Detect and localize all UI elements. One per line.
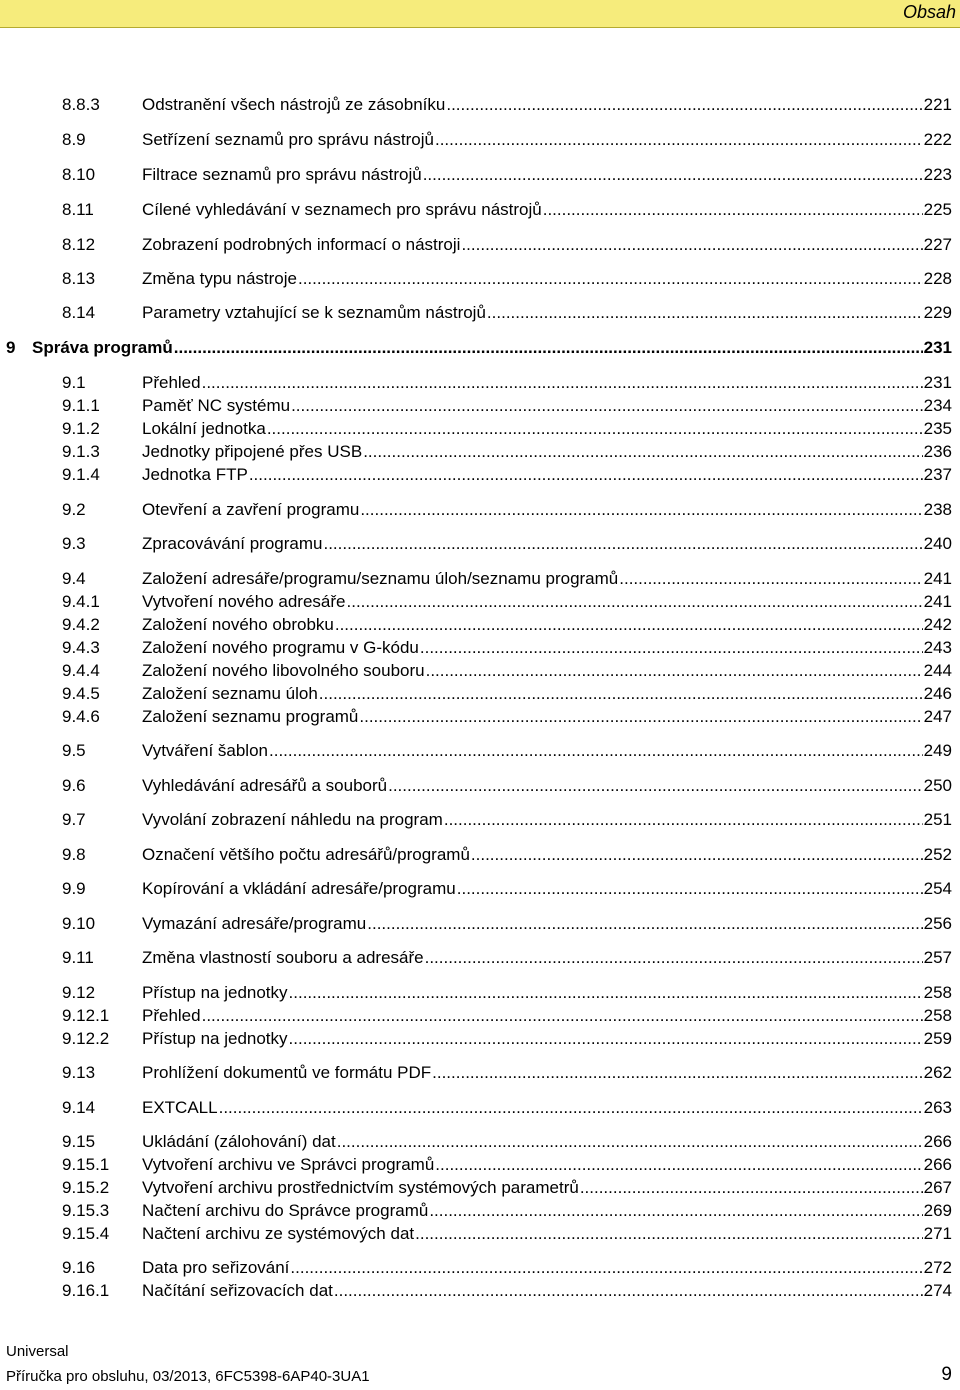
toc-entry-line xyxy=(142,1096,952,1120)
toc-entry-line xyxy=(142,267,952,291)
toc-entry-line xyxy=(142,1256,952,1280)
toc-entry-line xyxy=(142,498,952,522)
toc-entry[interactable] xyxy=(0,532,960,556)
toc-entry-page: 242 xyxy=(923,615,952,634)
toc-entry-page: 272 xyxy=(923,1258,952,1277)
toc-entry-title: Přístup na jednotky xyxy=(142,1029,288,1048)
toc-entry-number: 9.4.2 xyxy=(62,615,100,634)
toc-entry-line xyxy=(142,394,952,418)
dot-leader xyxy=(415,1222,923,1246)
toc-entry-title: Vyvolání zobrazení náhledu na program xyxy=(142,810,443,829)
toc-entry-page: 221 xyxy=(923,95,952,114)
toc-entry-title: Přehled xyxy=(142,1006,201,1025)
toc-entry-line xyxy=(142,93,952,117)
toc-entry-title: Přístup na jednotky xyxy=(142,983,288,1002)
toc-entry-page: 241 xyxy=(923,592,952,611)
toc-entry-number: 9.13 xyxy=(62,1063,96,1082)
toc-entry-title: Parametry vztahující se k seznamům nástrojů xyxy=(142,303,486,322)
dot-leader xyxy=(289,981,923,1005)
toc-entry-title: Správa programů xyxy=(32,338,173,357)
toc-entry-title: Založení nového programu v G-kódu xyxy=(142,638,419,657)
toc-entry[interactable] xyxy=(0,163,960,187)
toc-entry-line xyxy=(142,1153,952,1177)
dot-leader xyxy=(337,1130,923,1154)
toc-entry-number: 8.13 xyxy=(62,269,96,288)
dot-leader xyxy=(457,877,923,901)
toc-entry-page: 237 xyxy=(923,465,952,484)
toc-entry-line xyxy=(142,808,952,832)
dot-leader xyxy=(174,336,923,360)
toc-entry-line xyxy=(32,336,952,360)
dot-leader xyxy=(323,532,922,556)
toc-entry[interactable] xyxy=(0,705,960,729)
toc-chapter-entry[interactable] xyxy=(0,336,960,360)
toc-entry-number: 9.16 xyxy=(62,1258,96,1277)
toc-entry-page: 238 xyxy=(923,500,952,519)
toc-entry-title: Odstranění všech nástrojů ze zásobníku xyxy=(142,95,446,114)
toc-entry-number: 9.1.1 xyxy=(62,396,100,415)
toc-entry-number: 9.3 xyxy=(62,534,86,553)
toc-entry-line xyxy=(142,981,952,1005)
toc-entry-number: 9.11 xyxy=(62,948,94,967)
toc-entry[interactable] xyxy=(0,682,960,706)
toc-entry-title: Cílené vyhledávání v seznamech pro správu nástrojů xyxy=(142,200,542,219)
toc-entry-page: 228 xyxy=(923,269,952,288)
dot-leader xyxy=(367,912,922,936)
toc-entry-line xyxy=(142,946,952,970)
footer-document-info: Příručka pro obsluhu, 03/2013, 6FC5398-6AP40-3UA1 xyxy=(6,1368,370,1385)
toc-entry-page: 235 xyxy=(923,419,952,438)
toc-entry[interactable] xyxy=(0,981,960,1005)
toc-entry-number: 9.9 xyxy=(62,879,86,898)
toc-entry[interactable] xyxy=(0,774,960,798)
toc-entry-title: Načítání seřizovacích dat xyxy=(142,1281,333,1300)
toc-entry-line xyxy=(142,440,952,464)
toc-entry[interactable] xyxy=(0,463,960,487)
dot-leader xyxy=(420,636,923,660)
toc-entry-number: 9.14 xyxy=(62,1098,96,1117)
toc-entry-page: 258 xyxy=(923,983,952,1002)
toc-entry[interactable] xyxy=(0,1004,960,1028)
toc-entry-line xyxy=(142,567,952,591)
toc-entry-line xyxy=(142,1027,952,1051)
toc-entry-number: 9.5 xyxy=(62,741,86,760)
toc-entry[interactable] xyxy=(0,1061,960,1085)
toc-entry-number: 8.10 xyxy=(62,165,96,184)
toc-entry-number: 9.1 xyxy=(62,373,86,392)
toc-entry-title: Lokální jednotka xyxy=(142,419,266,438)
toc-entry-number: 9.4.5 xyxy=(62,684,100,703)
toc-entry-page: 229 xyxy=(923,303,952,322)
toc-entry-page: 259 xyxy=(923,1029,952,1048)
toc-entry-page: 274 xyxy=(923,1281,952,1300)
dot-leader xyxy=(363,440,922,464)
toc-entry[interactable] xyxy=(0,1256,960,1280)
toc-entry-title: EXTCALL xyxy=(142,1098,218,1117)
toc-entry-line xyxy=(142,301,952,325)
toc-entry[interactable] xyxy=(0,843,960,867)
dot-leader xyxy=(543,198,923,222)
dot-leader xyxy=(444,808,923,832)
toc-entry-number: 9.4.3 xyxy=(62,638,100,657)
toc-entry-number: 8.12 xyxy=(62,235,96,254)
toc-entry-page: 249 xyxy=(923,741,952,760)
toc-entry-number: 9.4.4 xyxy=(62,661,100,680)
toc-entry[interactable] xyxy=(0,946,960,970)
toc-entry[interactable] xyxy=(0,1027,960,1051)
toc-entry-line xyxy=(142,774,952,798)
toc-entry-page: 263 xyxy=(923,1098,952,1117)
toc-entry[interactable] xyxy=(0,498,960,522)
toc-entry-title: Filtrace seznamů pro správu nástrojů xyxy=(142,165,422,184)
toc-entry-line xyxy=(142,128,952,152)
toc-entry-number: 9.4 xyxy=(62,569,86,588)
toc-entry[interactable] xyxy=(0,1176,960,1200)
toc-entry-title: Zobrazení podrobných informací o nástroji xyxy=(142,235,461,254)
toc-entry-page: 247 xyxy=(923,707,952,726)
header-title: Obsah xyxy=(902,2,956,22)
dot-leader xyxy=(435,128,923,152)
dot-leader xyxy=(298,267,923,291)
toc-entry-line xyxy=(142,1279,952,1303)
toc-entry[interactable] xyxy=(0,1279,960,1303)
toc-entry-number: 8.14 xyxy=(62,303,96,322)
toc-entry[interactable] xyxy=(0,636,960,660)
toc-entry-line xyxy=(142,877,952,901)
toc-entry-line xyxy=(142,1061,952,1085)
toc-entry-page: 257 xyxy=(923,948,952,967)
toc-entry-line xyxy=(142,1176,952,1200)
toc-entry-line xyxy=(142,739,952,763)
dot-leader xyxy=(290,1256,922,1280)
toc-entry[interactable] xyxy=(0,198,960,222)
toc-entry-page: 243 xyxy=(923,638,952,657)
toc-entry[interactable] xyxy=(0,567,960,591)
toc-entry[interactable] xyxy=(0,128,960,152)
dot-leader xyxy=(334,1279,923,1303)
toc-entry-title: Paměť NC systému xyxy=(142,396,291,415)
toc-entry-number: 9.16.1 xyxy=(62,1281,110,1300)
toc-entry[interactable] xyxy=(0,808,960,832)
dot-leader xyxy=(335,613,923,637)
toc-entry-page: 227 xyxy=(923,235,952,254)
toc-entry-title: Kopírování a vkládání adresáře/programu xyxy=(142,879,456,898)
toc-entry-number: 9.8 xyxy=(62,845,86,864)
toc-entry-number: 9.15.1 xyxy=(62,1155,110,1174)
toc-entry-title: Vyhledávání adresářů a souborů xyxy=(142,776,388,795)
toc-entry-title: Načtení archivu ze systémových dat xyxy=(142,1224,415,1243)
toc-entry[interactable] xyxy=(0,1096,960,1120)
toc-entry-title: Jednotka FTP xyxy=(142,465,248,484)
dot-leader xyxy=(619,567,922,591)
toc-entry-line xyxy=(142,417,952,441)
dot-leader xyxy=(426,659,923,683)
dot-leader xyxy=(202,1004,923,1028)
toc-entry-number: 9.10 xyxy=(62,914,96,933)
toc-entry[interactable] xyxy=(0,233,960,257)
dot-leader xyxy=(429,1199,922,1223)
toc-entry-title: Vytvoření nového adresáře xyxy=(142,592,346,611)
toc-entry-title: Setřízení seznamů pro správu nástrojů xyxy=(142,130,434,149)
toc-entry-number: 9 xyxy=(6,338,16,357)
toc-entry-title: Přehled xyxy=(142,373,201,392)
toc-entry-title: Ukládání (zálohování) dat xyxy=(142,1132,336,1151)
toc-entry-number: 9.1.4 xyxy=(62,465,100,484)
toc-entry[interactable] xyxy=(0,1153,960,1177)
toc-entry-page: 262 xyxy=(923,1063,952,1082)
footer-label: Universal xyxy=(6,1343,69,1360)
footer-page-number: 9 xyxy=(941,1364,952,1385)
toc-entry-page: 271 xyxy=(923,1224,952,1243)
toc-entry-title: Zpracovávání programu xyxy=(142,534,323,553)
toc-entry-title: Otevření a zavření programu xyxy=(142,500,360,519)
dot-leader xyxy=(249,463,923,487)
dot-leader xyxy=(219,1096,923,1120)
toc-entry-title: Prohlížení dokumentů ve formátu PDF xyxy=(142,1063,432,1082)
toc-entry-line xyxy=(142,371,952,395)
dot-leader xyxy=(446,93,922,117)
toc-entry-line xyxy=(142,1004,952,1028)
toc-entry-number: 9.12 xyxy=(62,983,96,1002)
toc-entry[interactable] xyxy=(0,739,960,763)
toc-entry-line xyxy=(142,532,952,556)
toc-entry-page: 258 xyxy=(923,1006,952,1025)
dot-leader xyxy=(580,1176,923,1200)
toc-entry[interactable] xyxy=(0,267,960,291)
toc-entry-page: 256 xyxy=(923,914,952,933)
toc-entry-line xyxy=(142,1199,952,1223)
toc-entry-title: Založení seznamu úloh xyxy=(142,684,318,703)
toc-entry-page: 266 xyxy=(923,1132,952,1151)
toc-entry-page: 269 xyxy=(923,1201,952,1220)
toc-entry-page: 244 xyxy=(923,661,952,680)
toc-entry-title: Jednotky připojené přes USB xyxy=(142,442,363,461)
toc-entry-page: 234 xyxy=(923,396,952,415)
toc-entry-title: Vymazání adresáře/programu xyxy=(142,914,367,933)
dot-leader xyxy=(432,1061,922,1085)
toc-entry[interactable] xyxy=(0,301,960,325)
dot-leader xyxy=(289,1027,923,1051)
toc-entry-page: 252 xyxy=(923,845,952,864)
toc-entry[interactable] xyxy=(0,440,960,464)
toc-entry-page: 254 xyxy=(923,879,952,898)
toc-entry-page: 231 xyxy=(923,338,952,357)
toc-entry[interactable] xyxy=(0,659,960,683)
dot-leader xyxy=(423,163,923,187)
toc-entry-page: 266 xyxy=(923,1155,952,1174)
toc-entry-line xyxy=(142,233,952,257)
toc-entry-title: Vytvoření archivu prostřednictvím systémových parametrů xyxy=(142,1178,579,1197)
toc-entry[interactable] xyxy=(0,394,960,418)
toc-entry[interactable] xyxy=(0,877,960,901)
toc-entry-line xyxy=(142,590,952,614)
toc-entry-page: 223 xyxy=(923,165,952,184)
toc-entry-line xyxy=(142,912,952,936)
toc-entry-line xyxy=(142,613,952,637)
toc-entry-page: 267 xyxy=(923,1178,952,1197)
dot-leader xyxy=(347,590,923,614)
toc-entry-number: 9.15 xyxy=(62,1132,96,1151)
toc-entry-line xyxy=(142,463,952,487)
toc-entry-number: 8.9 xyxy=(62,130,86,149)
toc-entry[interactable] xyxy=(0,93,960,117)
toc-entry-page: 246 xyxy=(923,684,952,703)
toc-entry-title: Vytvoření archivu ve Správci programů xyxy=(142,1155,435,1174)
dot-leader xyxy=(319,682,923,706)
toc-entry-number: 9.4.1 xyxy=(62,592,100,611)
toc-entry[interactable] xyxy=(0,590,960,614)
toc-entry-page: 225 xyxy=(923,200,952,219)
toc-entry-title: Načtení archivu do Správce programů xyxy=(142,1201,429,1220)
toc-entry-line xyxy=(142,843,952,867)
dot-leader xyxy=(202,371,923,395)
toc-entry-line xyxy=(142,636,952,660)
toc-entry-title: Změna vlastností souboru a adresáře xyxy=(142,948,424,967)
dot-leader xyxy=(269,739,923,763)
dot-leader xyxy=(471,843,923,867)
toc-entry-line xyxy=(142,1222,952,1246)
toc-entry-number: 9.1.2 xyxy=(62,419,100,438)
toc-entry-number: 9.15.2 xyxy=(62,1178,110,1197)
dot-leader xyxy=(435,1153,922,1177)
toc-entry[interactable] xyxy=(0,613,960,637)
dot-leader xyxy=(388,774,923,798)
toc-entry[interactable] xyxy=(0,1199,960,1223)
toc-entry-title: Změna typu nástroje xyxy=(142,269,297,288)
dot-leader xyxy=(461,233,922,257)
toc-entry-number: 9.12.2 xyxy=(62,1029,110,1048)
toc-entry-number: 9.4.6 xyxy=(62,707,100,726)
toc-entry-line xyxy=(142,1130,952,1154)
toc-entry-title: Založení seznamu programů xyxy=(142,707,359,726)
toc-entry-page: 240 xyxy=(923,534,952,553)
toc-entry-number: 9.12.1 xyxy=(62,1006,110,1025)
toc-entry-title: Založení nového libovolného souboru xyxy=(142,661,425,680)
toc-entry-number: 9.7 xyxy=(62,810,86,829)
toc-entry[interactable] xyxy=(0,912,960,936)
dot-leader xyxy=(359,705,922,729)
toc-entry-line xyxy=(142,163,952,187)
toc-entry[interactable] xyxy=(0,371,960,395)
toc-entry-page: 236 xyxy=(923,442,952,461)
toc-entry-title: Data pro seřizování xyxy=(142,1258,290,1277)
dot-leader xyxy=(291,394,923,418)
toc-entry-line xyxy=(142,682,952,706)
toc-entry-title: Vytváření šablon xyxy=(142,741,268,760)
toc-entry-number: 9.15.3 xyxy=(62,1201,110,1220)
dot-leader xyxy=(267,417,923,441)
toc-entry-title: Označení většího počtu adresářů/programů xyxy=(142,845,470,864)
dot-leader xyxy=(487,301,923,325)
toc-entry-page: 222 xyxy=(923,130,952,149)
toc-entry-page: 231 xyxy=(923,373,952,392)
toc-entry[interactable] xyxy=(0,417,960,441)
toc-entry[interactable] xyxy=(0,1130,960,1154)
toc-entry-number: 8.8.3 xyxy=(62,95,100,114)
toc-entry-number: 9.15.4 xyxy=(62,1224,110,1243)
toc-entry-line xyxy=(142,705,952,729)
toc-entry-number: 8.11 xyxy=(62,200,94,219)
toc-entry-title: Založení adresáře/programu/seznamu úloh/seznamu programů xyxy=(142,569,619,588)
dot-leader xyxy=(360,498,922,522)
toc-entry-line xyxy=(142,198,952,222)
toc-entry[interactable] xyxy=(0,1222,960,1246)
toc-entry-number: 9.2 xyxy=(62,500,86,519)
toc-entry-page: 250 xyxy=(923,776,952,795)
toc-entry-title: Založení nového obrobku xyxy=(142,615,334,634)
toc-entry-number: 9.1.3 xyxy=(62,442,100,461)
toc-entry-page: 251 xyxy=(923,810,952,829)
toc-entry-line xyxy=(142,659,952,683)
toc-entry-page: 241 xyxy=(923,569,952,588)
toc-entry-number: 9.6 xyxy=(62,776,86,795)
dot-leader xyxy=(425,946,923,970)
